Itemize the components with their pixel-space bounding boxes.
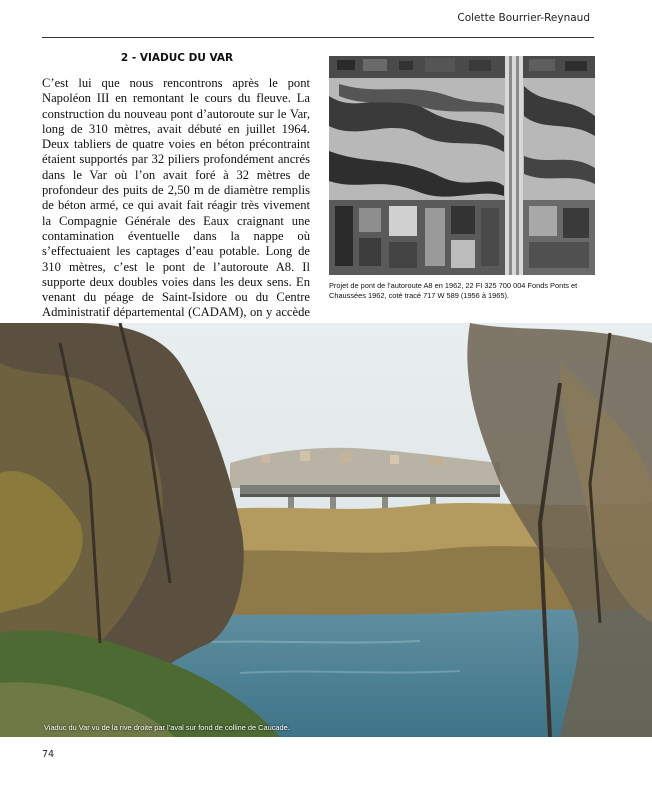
aerial-photo-image bbox=[329, 56, 595, 275]
running-head bbox=[0, 0, 652, 36]
section-title: 2 - VIADUC DU VAR bbox=[120, 52, 234, 64]
aerial-photo-caption: Projet de pont de l’autoroute A8 en 1962, 22 FI 325 700 004 Fonds Ponts et Chaussées 1962, coté tracé 717 W 589 (1956 à 1965). bbox=[329, 281, 578, 300]
landscape-photo-image bbox=[0, 323, 652, 737]
running-head-author: Colette Bourrier-Reynaud bbox=[457, 12, 590, 24]
aerial-photo bbox=[329, 56, 595, 275]
landscape-photo bbox=[0, 323, 652, 737]
body-paragraph: C’est lui que nous rencontrons après le pont Napoléon III en remontant le cours du fleuve. La construction du nouveau pont d’autoroute sur le Var, long de 310 mètres, avait débuté en juillet 1964. Deux tabliers de quatre voies en béton précontraint étaient supportés par 32 piliers profondément ancrés dans le Var où l’on avait foré à 32 mètres de profondeur des puits de 2,50 m de diamètre remplis de béton armé, ce qui avait fait réagir très vivement la Compagnie Générale des Eaux craignant une contamination éventuelle dans la nappe où s’effectuaient les captages d’eau potable. Long de 310 mètres, c’est le pont de l’autoroute A8. Il supporte deux doubles voies dans les deux sens. En venant du péage de Saint-Isidore ou du Centre Administratif départemental (CADAM), on y accède bbox=[42, 76, 310, 320]
landscape-photo-caption: Viaduc du Var vu de la rive droite par l’aval sur fond de colline de Caucade. bbox=[44, 723, 290, 732]
header-rule bbox=[42, 37, 594, 38]
page-number: 74 bbox=[42, 749, 55, 760]
